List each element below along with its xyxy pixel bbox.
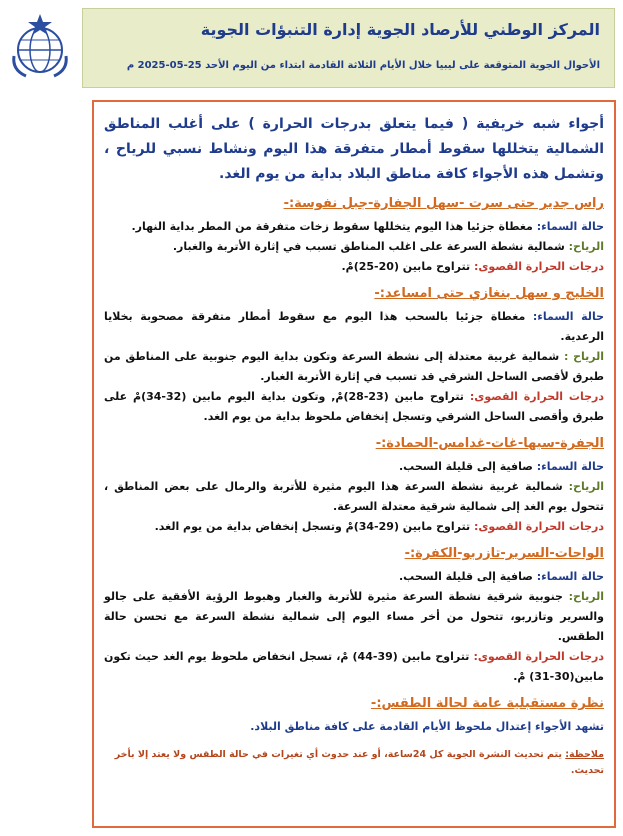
outlook-title: نظرة مستقبلية عامة لحالة الطقس:- <box>370 696 604 711</box>
wind-text: جنوبية شرقية نشطة السرعة مثيرة للأتربة والغبار وهبوط الرؤية الأفقية على جالو والسرير وتازربو، تتحول من أخر مساء اليوم إلى شمالية نشطة السرعة مع تحسن حالة الطقس. <box>104 590 604 643</box>
temp-text: تتراوح مابين (39-44) مْ، تسجل انخفاض ملحوظ يوم الغد حيث تكون مابين(30-31) مْ. <box>104 650 604 683</box>
sky-text: صافية إلى قليلة السحب. <box>399 570 533 583</box>
sky-label: حالة السماء: <box>532 310 604 323</box>
region-title: الجفرة-سبها-غات-غدامس-الحمادة:- <box>375 436 604 451</box>
note-text: يتم تحديث النشرة الجوية كل 24ساعة، أو عند حدوث أي تغيرات في حالة الطقس ولا يعتد إلا بأخر تحديث. <box>114 749 604 776</box>
outlook-section <box>104 693 604 737</box>
sky-label: حالة السماء: <box>536 570 604 583</box>
wind-text: شمالية نشطة السرعة على اغلب المناطق تسبب في إثارة الأتربة والغبار. <box>172 240 565 253</box>
temp-label: درجات الحرارة القصوى: <box>473 260 604 273</box>
wind-label: الرياح: <box>568 240 604 253</box>
update-note <box>104 747 604 779</box>
temp-text: تتراوح مابين (29-34)مْ وتسجل إنخفاض بداية من يوم الغد. <box>154 520 471 533</box>
sky-line <box>104 567 604 587</box>
sky-text: مغطاة جزئيا هذا اليوم يتخللها سقوط زخات متفرقة من المطر بداية النهار. <box>131 220 533 233</box>
forecast-frame <box>92 100 616 828</box>
wind-line <box>104 237 604 257</box>
temp-text: تتراوح مابين (20-25)مْ. <box>341 260 471 273</box>
region-section <box>104 193 604 277</box>
sky-text: صافية إلى قليلة السحب. <box>399 460 533 473</box>
sky-line <box>104 457 604 477</box>
temp-line <box>104 257 604 277</box>
sky-text: مغطاة جزئيا بالسحب هذا اليوم مع سقوط أمطار متفرقة مصحوبة بخلايا الرعدية. <box>104 310 604 343</box>
outlook-text: تشهد الأجواء إعتدال ملحوظ الأيام القادمة على كافة مناطق البلاد. <box>250 720 604 733</box>
region-title: الخليج و سهل بنغازي حتى امساعد:- <box>374 286 604 301</box>
wind-text: شمالية غربية معتدلة إلى نشطة السرعة وتكون بداية اليوم جنوبية على المناطق من طبرق لأقصى الساحل الشرقي قد تسبب في إثارة الأتربة الغبار. <box>104 350 604 383</box>
temp-label: درجات الحرارة القصوى: <box>469 390 604 403</box>
header-title: المركز الوطني للأرصاد الجوية إدارة التنبؤات الجوية <box>200 20 600 39</box>
sky-line <box>104 307 604 347</box>
region-title: راس جدير حتى سرت -سهل الجفارة-جبل نفوسة:- <box>283 196 604 211</box>
sky-line <box>104 217 604 237</box>
wind-line <box>104 587 604 647</box>
wind-line <box>104 347 604 387</box>
region-section <box>104 283 604 427</box>
temp-line <box>104 517 604 537</box>
wind-text: شمالية غربية نشطة السرعة هذا اليوم مثيرة للأتربة والرمال على بعض المناطق ، تتحول يوم الغد إلى شمالية شرقية معتدلة السرعة. <box>104 480 604 513</box>
wind-label: الرياح: <box>568 480 604 493</box>
sky-label: حالة السماء: <box>536 460 604 473</box>
header-banner <box>82 8 615 88</box>
wmo-logo-icon <box>6 12 74 80</box>
temp-text: تتراوح مابين (23-28)مْ, وتكون بداية اليوم مابين (32-34)مْ على طبرق وأقصى الساحل الشرقي وتسجل إنخفاض ملحوظ بداية من يوم الغد. <box>104 390 604 423</box>
temp-line <box>104 387 604 427</box>
note-label: ملاحظة: <box>565 749 604 760</box>
intro-paragraph: أجواء شبه خريفية ( فيما يتعلق بدرجات الحرارة ) على أغلب المناطق الشمالية يتخللها سقوط أمطار متفرقة هذا اليوم ونشاط نسبي للرياح ، وتشمل هذه الأجواء كافة مناطق البلاد بداية من يوم الغد. <box>104 116 604 182</box>
wind-line <box>104 477 604 517</box>
wind-label: الرياح: <box>568 590 604 603</box>
region-section <box>104 433 604 537</box>
header-subtitle: الأحوال الجوية المتوقعة على ليبيا خلال الأيام الثلاثة القادمة ابتداء من اليوم الأحد 25-05-2025 م <box>126 60 600 71</box>
wind-label: الرياح : <box>563 350 604 363</box>
temp-label: درجات الحرارة القصوى: <box>473 520 604 533</box>
temp-label: درجات الحرارة القصوى: <box>473 650 604 663</box>
sky-label: حالة السماء: <box>536 220 604 233</box>
region-section <box>104 543 604 687</box>
temp-line <box>104 647 604 687</box>
region-title: الواحات-السرير-تازربو-الكفرة:- <box>404 546 604 561</box>
